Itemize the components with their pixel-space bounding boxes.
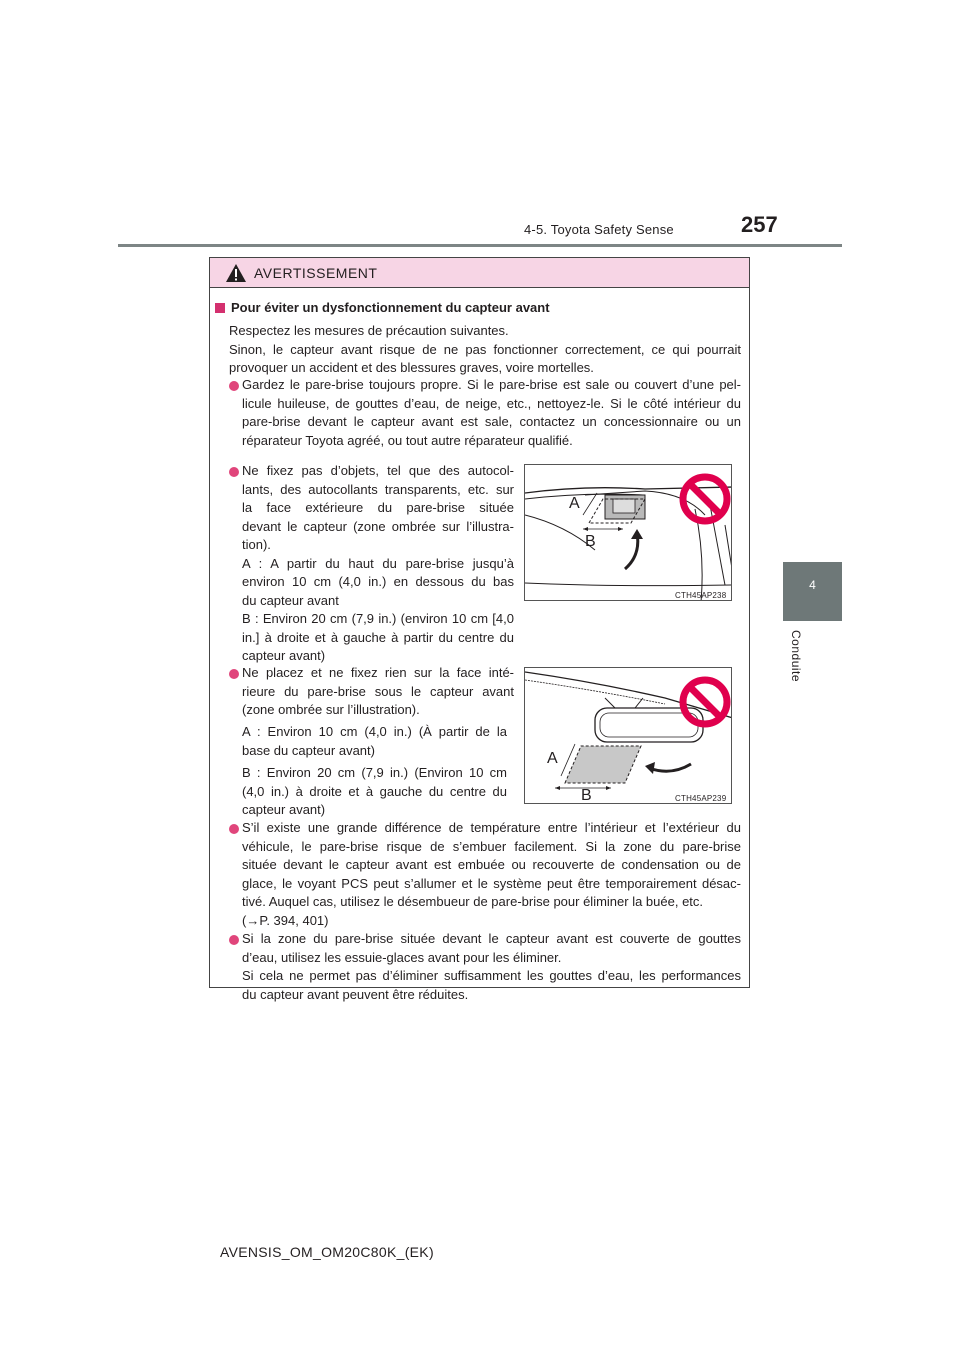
running-header-section: 4-5. Toyota Safety Sense — [524, 222, 674, 237]
bullet-icon — [229, 935, 239, 945]
bullet-text-1: Gardez le pare-brise toujours propre. Si le pare-brise est sale ou couvert d’une pel- licule huileuse, de gouttes d’eau, de neige, etc., nettoyez-le. Si le côté intérieur du pare-brise devant le capteur avant est sale, contactez un concessionnaire ou un réparateur Toyota agréé, ou tout autre réparateur qualifié. — [242, 377, 741, 448]
bullet-text-3-b: B : Environ 20 cm (7,9 in.) (Environ 10 cm (4,0 in.) à droite et à gauche du centre du capteur avant) — [242, 765, 507, 817]
section-title: Pour éviter un dysfonctionnement du capteur avant — [215, 300, 550, 315]
figure1-label-b: B — [585, 533, 596, 550]
chapter-title: Conduite — [789, 630, 803, 683]
bullet-icon — [229, 669, 239, 679]
bullet-text-3-a: A : Environ 10 cm (4,0 in.) (À partir de la base du capteur avant) — [242, 724, 507, 758]
figure-windshield-exterior — [524, 464, 732, 601]
figure1-label-a: A — [569, 495, 580, 512]
intro-text: Respectez les mesures de précaution suivantes. Sinon, le capteur avant risque de ne pas fonctionner correctement, ce qui pourrait provoquer un accident et des blessures graves, voire mortelles. — [229, 323, 741, 375]
prohibition-icon — [679, 676, 731, 728]
bullet-text-3: Ne placez et ne fixez rien sur la face inté- rieure du pare-brise sous le capteur avant (zone ombrée sur l’illustration). — [242, 665, 514, 717]
bullet-text-2: Ne fixez pas d’objets, tel que des autocol- lants, des autocollants transparents, etc. sur la face extérieure du pare-brise située devant le capteur (zone ombrée sur l’illustra- tion). A : A partir du haut du pare-brise jusqu’à environ 10 cm (4,0 in.) en dessous du bas du capteur avant B : Environ 20 cm (7,9 in.) (environ 10 cm [4,0 in.] à droite et à gauche à partir du centre du capteur avant) — [242, 463, 514, 663]
bullet-icon — [229, 381, 239, 391]
document-code: AVENSIS_OM_OM20C80K_(EK) — [220, 1244, 434, 1260]
bullet-icon — [229, 824, 239, 834]
page-number: 257 — [741, 212, 778, 237]
square-bullet-icon — [215, 303, 225, 313]
prohibition-icon — [679, 473, 731, 525]
header-rule — [118, 244, 842, 247]
bullet-text-5: Si la zone du pare-brise située devant le capteur avant est couverte de gouttes d’eau, utilisez les essuie-glaces avant pour les éliminer. Si cela ne permet pas d’éliminer suffisamment les gouttes d’eau, les performances du capteur avant peuvent être réduites. — [242, 931, 741, 1002]
figure1-code: CTH45AP238 — [675, 591, 727, 600]
figure2-code: CTH45AP239 — [675, 794, 727, 803]
chapter-number: 4 — [809, 578, 816, 592]
bullet-text-4: S’il existe une grande différence de température entre l’intérieur et l’extérieur du véhicule, le pare-brise risque de s’embuer facilement. Si la zone du pare-brise située devant le capteur avant est embuée ou recouverte de condensation ou de glace, le voyant PCS peut s’allumer et le système peut être temporairement désac- tivé. Auquel cas, utilisez le désembueur de pare-brise pour éliminer la buée, etc. (→P. 394, 401) — [242, 820, 741, 928]
figure2-label-a: A — [547, 750, 558, 767]
warning-triangle-icon — [225, 263, 247, 283]
figure2-label-b: B — [581, 787, 592, 804]
warning-title: AVERTISSEMENT — [254, 265, 378, 281]
warning-header — [210, 258, 749, 288]
figure-windshield-interior — [524, 667, 732, 804]
bullet-icon — [229, 467, 239, 477]
